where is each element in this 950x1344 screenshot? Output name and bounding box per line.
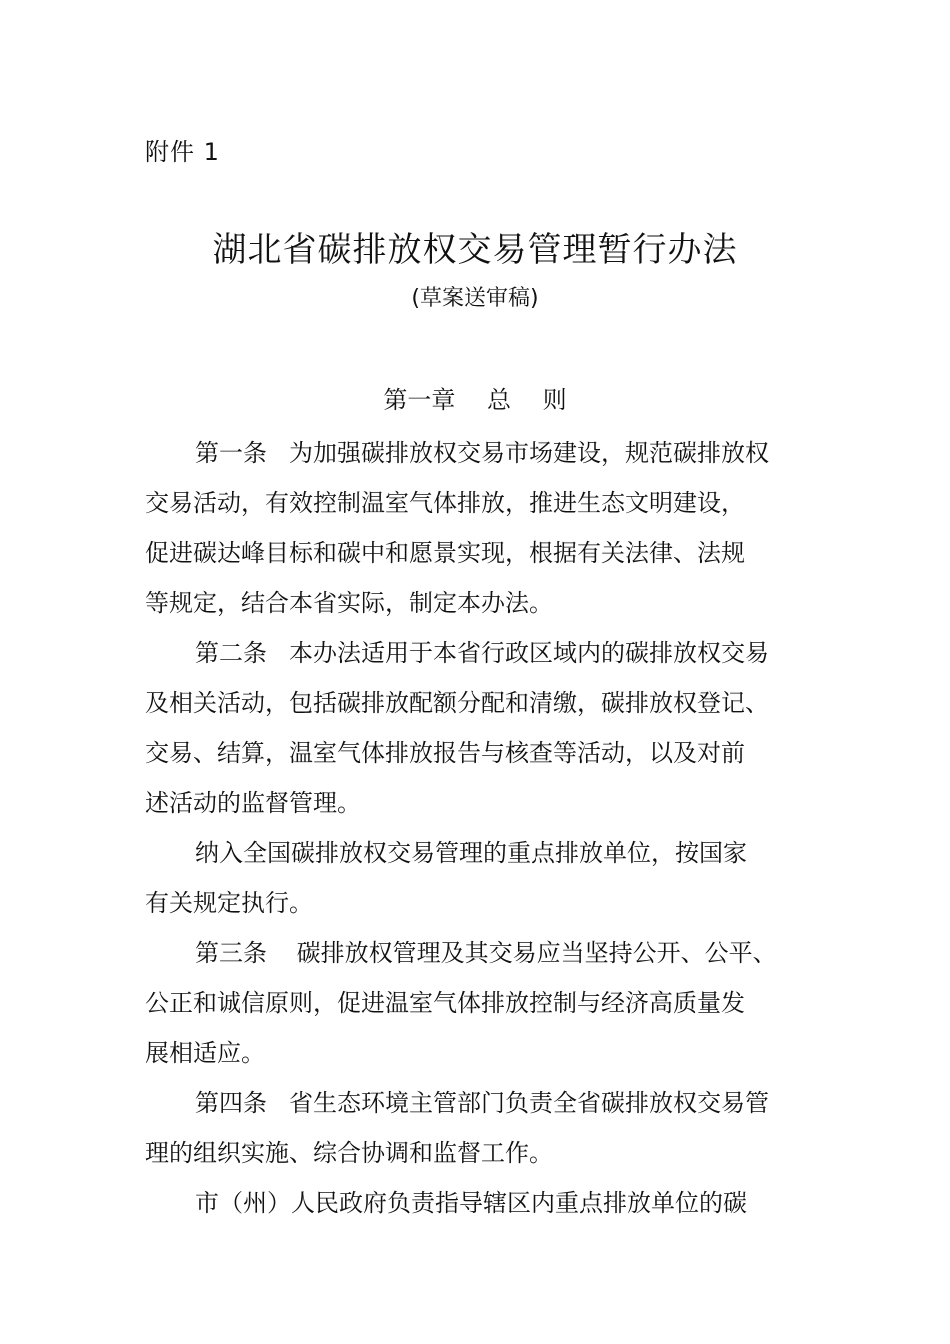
document-body	[145, 428, 825, 1228]
paragraph-text: 本办法适用于本省行政区域内的碳排放权交易	[289, 639, 769, 667]
paragraph-line	[145, 628, 825, 678]
paragraph-line	[145, 1078, 825, 1128]
paragraph-line: 交易活动，有效控制温室气体排放，推进生态文明建设，	[145, 489, 745, 517]
paragraph-line: 述活动的监督管理。	[145, 789, 361, 817]
article-number: 第一条	[195, 439, 267, 467]
paragraph-line: 公正和诚信原则，促进温室气体排放控制与经济高质量发	[145, 989, 745, 1017]
article-number: 第四条	[195, 1089, 267, 1117]
paragraph-line: 促进碳达峰目标和碳中和愿景实现，根据有关法律、法规	[145, 539, 745, 567]
paragraph-line: 有关规定执行。	[145, 889, 313, 917]
paragraph-text: 碳排放权管理及其交易应当坚持公开、公平、	[289, 939, 777, 967]
paragraph-text: 为加强碳排放权交易市场建设，规范碳排放权	[289, 439, 769, 467]
paragraph-line: 纳入全国碳排放权交易管理的重点排放单位，按国家	[195, 839, 747, 867]
chapter-heading: 第一章 总 则	[383, 386, 567, 414]
paragraph-text: 省生态环境主管部门负责全省碳排放权交易管	[289, 1089, 769, 1117]
document-title: 湖北省碳排放权交易管理暂行办法	[212, 230, 738, 270]
paragraph-line: 市（州）人民政府负责指导辖区内重点排放单位的碳	[195, 1189, 747, 1217]
paragraph-line: 交易、结算，温室气体排放报告与核查等活动，以及对前	[145, 739, 745, 767]
paragraph-line: 理的组织实施、综合协调和监督工作。	[145, 1139, 553, 1167]
attachment-label: 附件 1	[145, 138, 220, 166]
paragraph-line: 等规定，结合本省实际，制定本办法。	[145, 589, 553, 617]
paragraph-line: 展相适应。	[145, 1039, 265, 1067]
paragraph-line	[145, 928, 825, 978]
document-subtitle: (草案送审稿)	[411, 286, 539, 311]
paragraph-line: 及相关活动，包括碳排放配额分配和清缴，碳排放权登记、	[145, 689, 769, 717]
article-number: 第二条	[195, 639, 267, 667]
paragraph-line	[145, 428, 825, 478]
article-number: 第三条	[195, 939, 267, 967]
